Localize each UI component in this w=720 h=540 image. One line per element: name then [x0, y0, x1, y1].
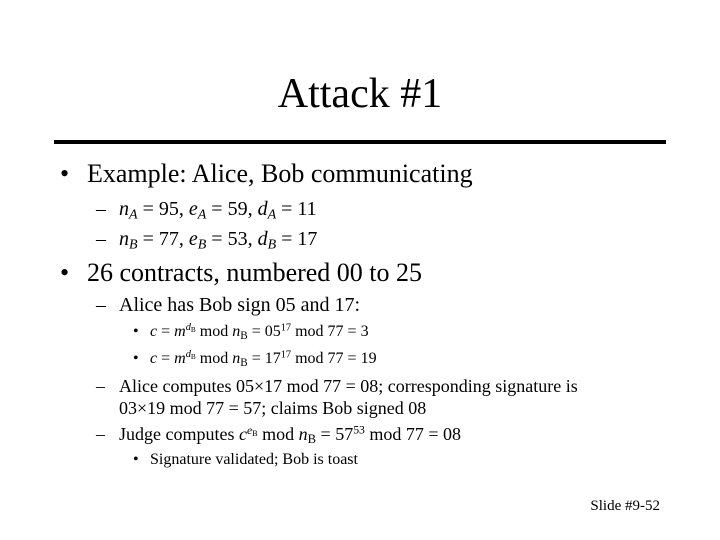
key-text-a: $n_A = 95$, $e_A = 59$, $d_A = 11$ [119, 198, 317, 223]
bullet-marker: • [133, 323, 139, 340]
alice-computes-text-2: 03×19 mod 77 = 57; claims Bob signed 08 [119, 398, 427, 418]
judge-computes-text: Judge computes $c^{e_B}$ mod $n_B = 57^{53}$ mod 77 = 08 [119, 423, 462, 447]
bullet-text: Example: Alice, Bob communicating [87, 159, 473, 188]
title-divider [54, 140, 666, 144]
key-text-b: $n_B = 77$, $e_B = 53$, $d_B = 17$ [119, 228, 318, 253]
dash-marker: – [96, 228, 106, 250]
signature-formula-1: $c = m^{d_B}$ mod $n_B = 05^{17}$ mod 77 = 3 [150, 322, 369, 342]
bullet-text: 26 contracts, numbered 00 to 25 [87, 258, 423, 287]
slide-title: Attack #1 [277, 71, 443, 117]
alice-computes-text-1: Alice computes 05×17 mod 77 = 08; corresponding signature is [119, 376, 578, 396]
bullet-marker: • [133, 350, 139, 367]
bullet-marker: • [133, 451, 139, 468]
dash-marker: – [96, 294, 106, 316]
dash-marker: – [96, 424, 105, 444]
dash-marker: – [96, 376, 105, 396]
bullet-marker: • [60, 258, 70, 287]
slide-number: Slide #9-52 [590, 498, 660, 514]
bullet-marker: • [60, 159, 70, 188]
signature-formula-2: $c = m^{d_B}$ mod $n_B = 17^{17}$ mod 77 = 19 [150, 349, 377, 369]
sign-request-text: Alice has Bob sign 05 and 17: [119, 294, 361, 316]
dash-marker: – [96, 198, 106, 220]
verdict-text: Signature validated; Bob is toast [150, 451, 358, 468]
